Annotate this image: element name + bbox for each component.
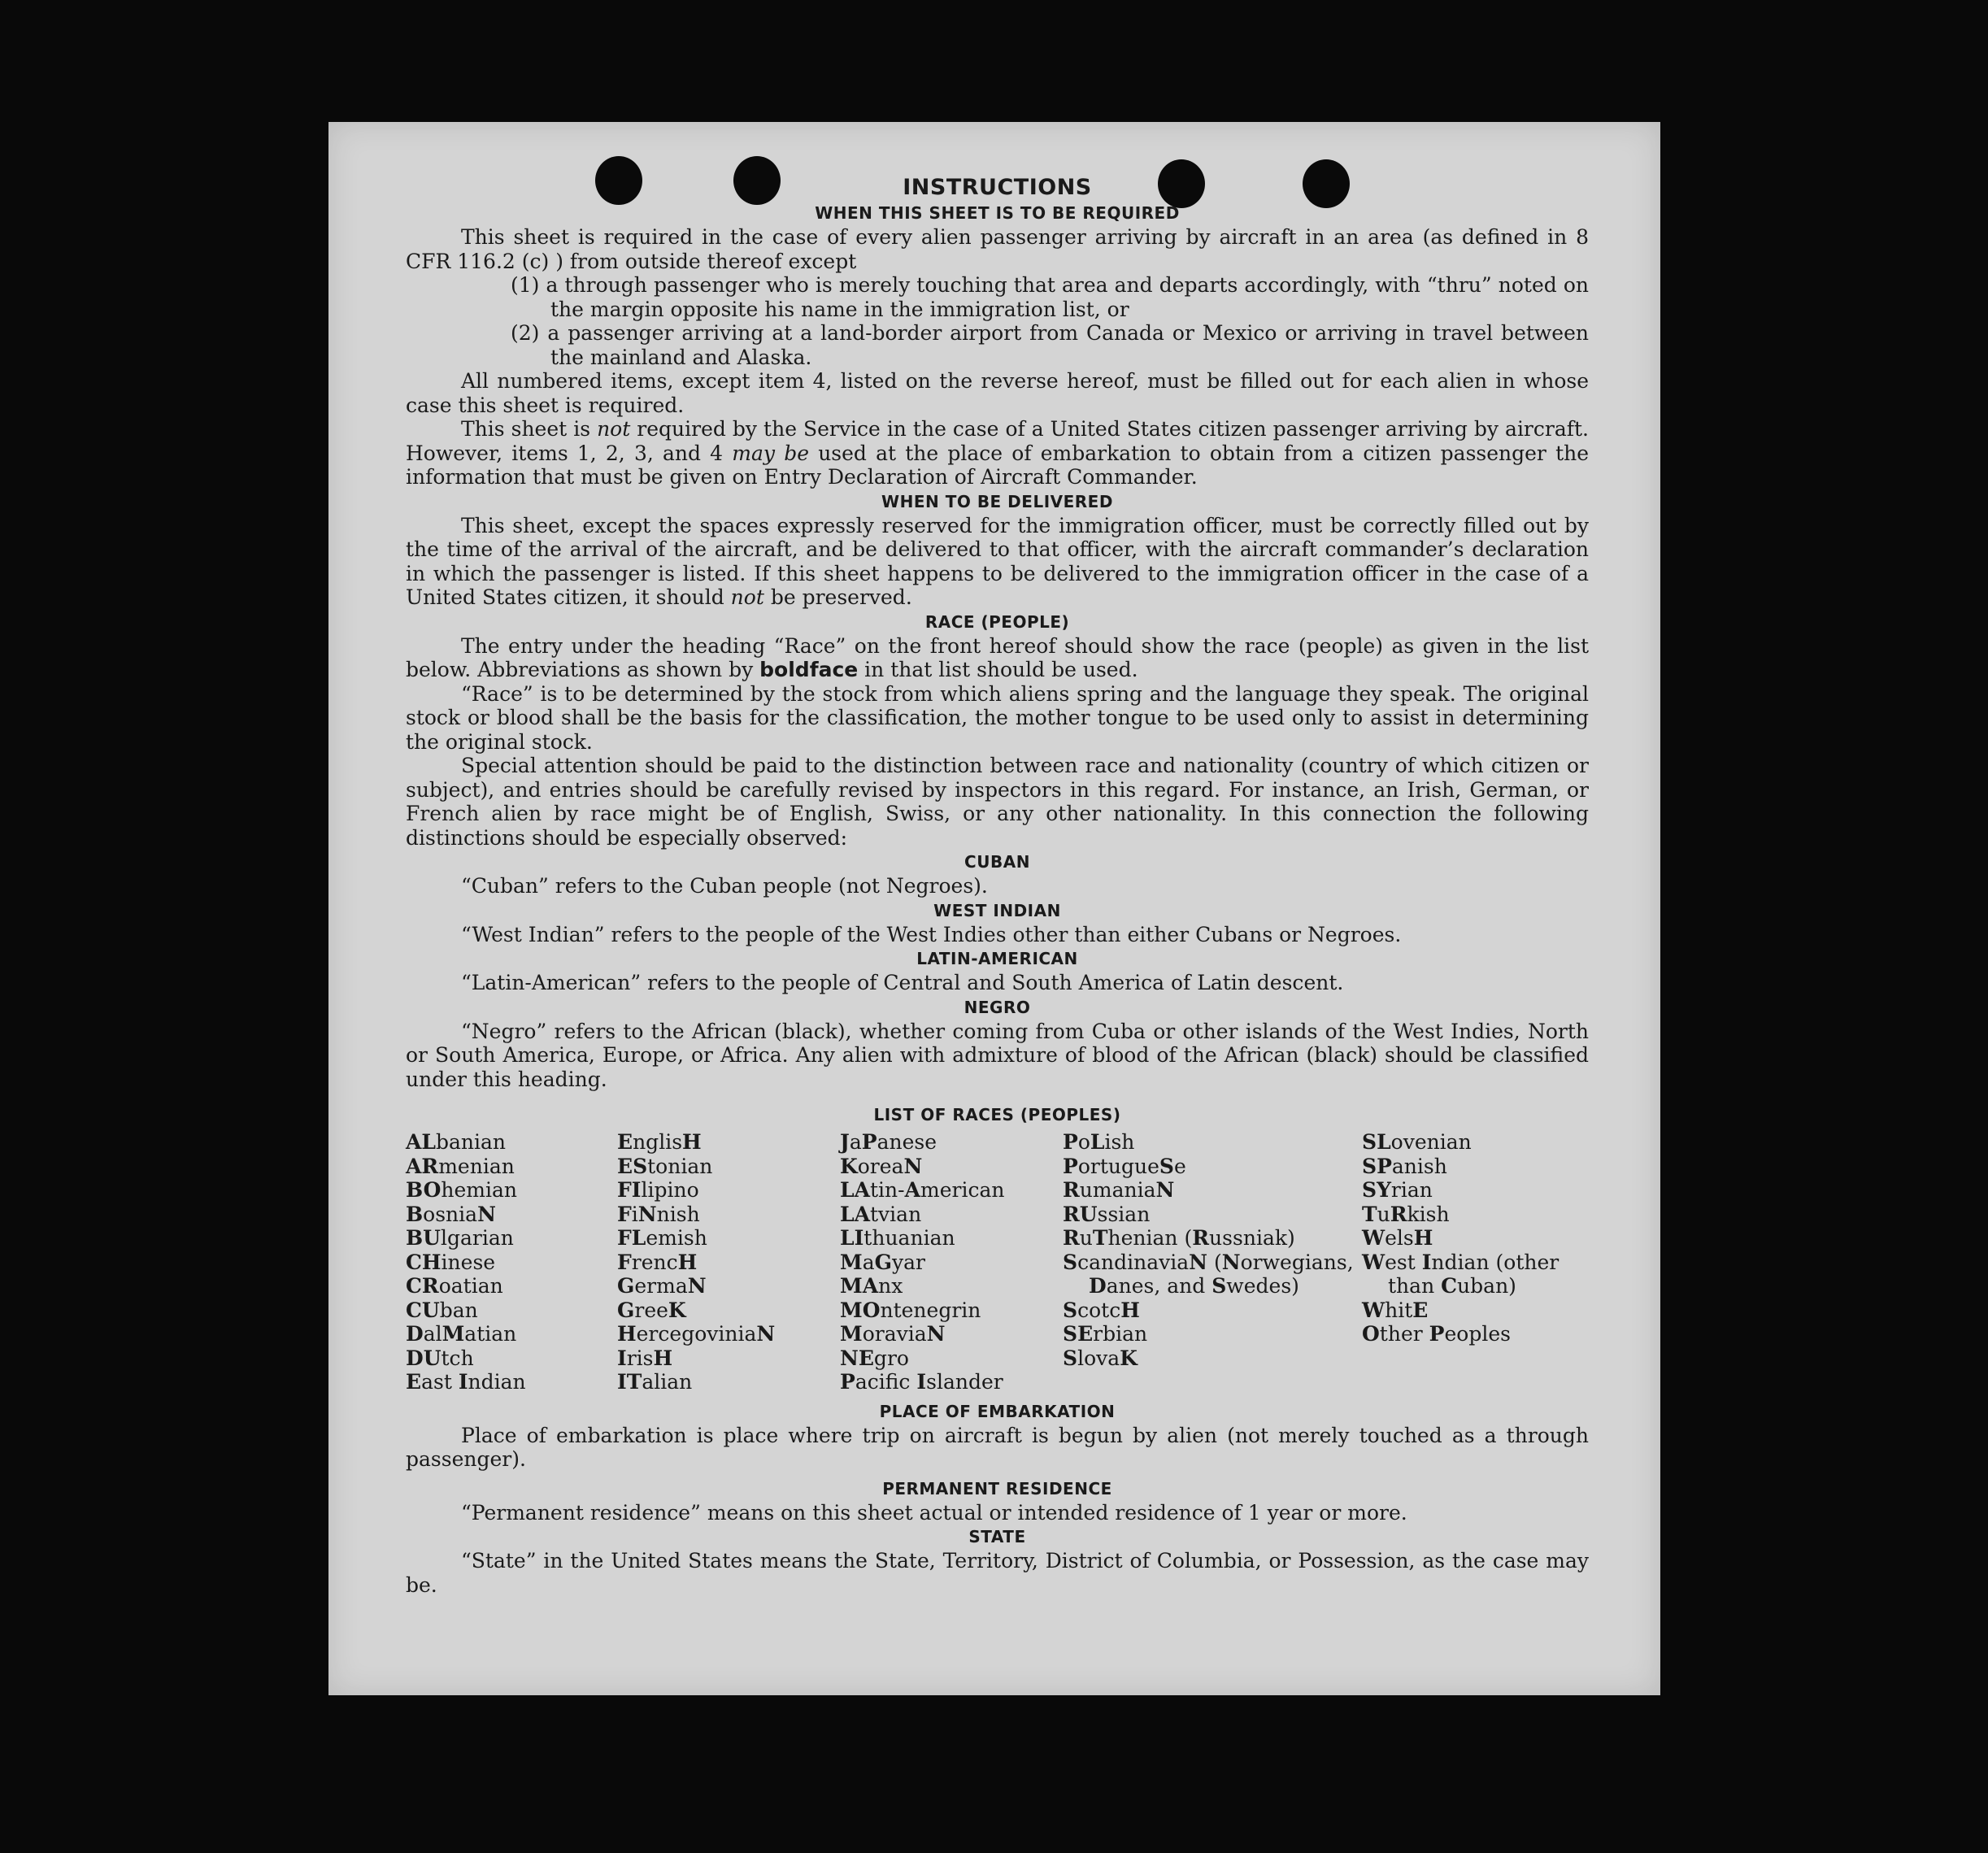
paragraph-intro: This sheet is required in the case of every alien passenger arriving by aircraft in an area (as defined in 8 CFR 116.2 (c) ) from outside thereof except <box>406 225 1589 273</box>
race-column-3 <box>840 1130 1063 1394</box>
race-list-item: MAnx <box>840 1274 903 1298</box>
race-list-item: FrencH <box>617 1250 698 1274</box>
race-list-item: KoreaN <box>840 1154 923 1178</box>
race-list-item: FiNnish <box>617 1202 700 1226</box>
race-list-item: RUssian <box>1063 1202 1151 1226</box>
heading-negro: NEGRO <box>964 997 1031 1017</box>
race-list-item: FIlipino <box>617 1178 699 1202</box>
race-list-item: CUban <box>406 1298 478 1322</box>
heading-permanent-residence: PERMANENT RESIDENCE <box>882 1478 1112 1498</box>
race-list-item: CHinese <box>406 1250 496 1274</box>
race-list-item: TuRkish <box>1362 1202 1450 1226</box>
race-list-item: GreeK <box>617 1298 686 1322</box>
delivered-emphasis-not: not <box>730 585 764 609</box>
heading-list-of-races: LIST OF RACES (PEOPLES) <box>873 1105 1121 1124</box>
heading-state: STATE <box>968 1527 1026 1546</box>
paragraph-permanent-residence: “Permanent residence” means on this sheet actual or intended residence of 1 year or more. <box>461 1500 1407 1525</box>
race-list-item: IrisH <box>617 1346 673 1370</box>
race-list-item: GermaN <box>617 1274 707 1298</box>
heading-race: RACE (PEOPLE) <box>924 611 1070 632</box>
race-list-item: Pacifc Islander <box>840 1370 1003 1394</box>
race-list-item: CRoatian <box>406 1274 503 1298</box>
document-title: INSTRUCTIONS <box>903 175 1092 200</box>
heading-when-delivered: WHEN TO BE DELIVERED <box>881 491 1113 511</box>
race-boldface-word: boldface <box>759 658 859 681</box>
race-list-item: SErbian <box>1063 1322 1148 1346</box>
race-list-item: DUtch <box>406 1346 474 1370</box>
delivered-text-a: This sheet, except the spaces expressly reserved for the immigration officer, must be correctly filled out by the time of the arrival of the aircraft, and be delivered to that officer, with the aircraft commander’s declaration in which the passenger is listed. If this sheet happens to be delivered to the immigration officer in the case of a United States citizen, it should <box>406 513 1589 609</box>
race-list-item: EnglisH <box>617 1130 702 1154</box>
heading-west-indian: WEST INDIAN <box>933 900 1061 920</box>
race-list-item: East Indian <box>406 1370 526 1394</box>
race-list-item: WhitE <box>1362 1298 1429 1322</box>
paragraph-cuban: “Cuban” refers to the Cuban people (not Negroes). <box>461 874 988 898</box>
race-list-item: PoLish <box>1063 1130 1135 1154</box>
exception-item-2: (2) a passenger arriving at a land-border airport from Canada or Mexico or arriving in travel between the mainland and Alaska. <box>511 321 1589 369</box>
race-list-item: BUlgarian <box>406 1226 514 1250</box>
race-list-item: ITalian <box>617 1370 693 1394</box>
race-column-1 <box>406 1130 617 1394</box>
race-list-item: WelsH <box>1362 1226 1433 1250</box>
race-text-b: in that list should be used. <box>858 658 1138 681</box>
paragraph-race-1 <box>406 634 1589 682</box>
race-list-item: BOhemian <box>406 1178 518 1202</box>
instructions-body <box>406 175 1589 1597</box>
paragraph-delivered <box>406 514 1589 610</box>
race-column-4 <box>1063 1130 1362 1394</box>
race-list-item: MoraviaN <box>840 1322 946 1346</box>
heading-cuban: CUBAN <box>964 852 1030 872</box>
race-text-a: The entry under the heading “Race” on the front hereof should show the race (people) as given in the list below. Abbreviations as shown by <box>406 633 1589 681</box>
race-list-item: RuThenian (Russniak) <box>1063 1226 1295 1250</box>
exception-item-1: (1) a through passenger who is merely touching that area and departs accordingly, with “thru” noted on the margin opposite his name in the immigration list, or <box>511 273 1589 321</box>
race-list-item: ScotcH <box>1063 1298 1140 1322</box>
race-list-item: SlovaK <box>1063 1346 1138 1370</box>
paragraph-race-3: Special attention should be paid to the distinction between race and nationality (country of which citizen or subject), and entries should be carefully revised by inspectors in this regard. For instance, an Irish, German, or French alien by race might be of English, Swiss, or any other nationality. In this connection the following distinctions should be especially observed: <box>406 754 1589 850</box>
paragraph-state: “State” in the United States means the State, Territory, District of Columbia, or Possession, as the case may be. <box>406 1549 1589 1597</box>
race-list-item: NEgro <box>840 1346 909 1370</box>
race-list-item: EStonian <box>617 1154 713 1178</box>
citizen-text-a: This sheet is <box>461 417 598 441</box>
race-list-item: RumaniaN <box>1063 1178 1175 1202</box>
citizen-emphasis-not: not <box>597 417 631 441</box>
citizen-text-b: required by the Service in the case of a United States citizen passenger arriving by aircraft. However, items 1, 2, 3, and 4 <box>406 417 1589 465</box>
paragraph-race-2: “Race” is to be determined by the stock from which aliens spring and the language they speak. The original stock or blood shall be the basis for the classification, the mother tongue to be used only to assist in determining the original stock. <box>406 681 1589 754</box>
race-column-2 <box>617 1130 840 1394</box>
race-list-item: ARmenian <box>406 1154 515 1178</box>
race-list-item: HercegoviniaN <box>617 1322 776 1346</box>
race-list-item: FLemish <box>617 1226 707 1250</box>
race-list-item: LIthuanian <box>840 1226 955 1250</box>
paragraph-numbered-items: All numbered items, except item 4, listed on the reverse hereof, must be filled out for each alien in whose case this sheet is required. <box>406 369 1589 417</box>
race-list-item: Other Peoples <box>1362 1322 1511 1346</box>
race-list-item: West Indian (other than Cuban) <box>1362 1250 1560 1298</box>
race-list-item: PortugueSe <box>1063 1154 1186 1178</box>
race-list-item: MaGyar <box>840 1250 925 1274</box>
race-list-item: MOntenegrin <box>840 1298 981 1322</box>
citizen-emphasis-may-be: may be <box>732 441 810 465</box>
citizen-text-c: used at the place of embarkation to obtain from a citizen passenger the information that must be given on Entry Declaration of Aircraft Commander. <box>406 441 1590 489</box>
paragraph-west-indian: “West Indian” refers to the people of the West Indies other than either Cubans or Negroes. <box>461 922 1402 946</box>
race-list-item: SPanish <box>1362 1154 1447 1178</box>
race-list-item: BosniaN <box>406 1202 496 1226</box>
race-list-item: LAtin-American <box>840 1178 1005 1202</box>
heading-embarkation: PLACE OF EMBARKATION <box>879 1401 1116 1421</box>
paragraph-citizen <box>406 417 1589 489</box>
race-list-item: ScandinaviaN (Norwegians, Danes, and Swedes) <box>1063 1250 1354 1298</box>
heading-latin-american: LATIN-AMERICAN <box>916 949 1078 968</box>
race-list-item: JaPanese <box>840 1130 937 1154</box>
race-list-item: SYrian <box>1362 1178 1433 1202</box>
race-list-item: LAtvian <box>840 1202 922 1226</box>
race-list-item: DalMatian <box>406 1322 517 1346</box>
paragraph-latin-american: “Latin-American” refers to the people of Central and South America of Latin descent. <box>461 971 1344 994</box>
heading-when-required: WHEN THIS SHEET IS TO BE REQUIRED <box>815 203 1180 223</box>
race-column-5 <box>1362 1130 1589 1394</box>
race-list <box>406 1130 1589 1394</box>
document-page <box>328 122 1660 1695</box>
paragraph-negro: “Negro” refers to the African (black), whether coming from Cuba or other islands of the West Indies, North or South America, Europe, or Africa. Any alien with admixture of blood of the African (black) should be classified under this heading. <box>406 1019 1589 1091</box>
paragraph-embarkation: Place of embarkation is place where trip on aircraft is begun by alien (not merely touched as a through passenger). <box>406 1423 1589 1471</box>
race-list-item: ALbanian <box>406 1130 507 1154</box>
delivered-text-b: be preserved. <box>763 585 912 609</box>
race-list-item: SLovenian <box>1362 1130 1472 1154</box>
